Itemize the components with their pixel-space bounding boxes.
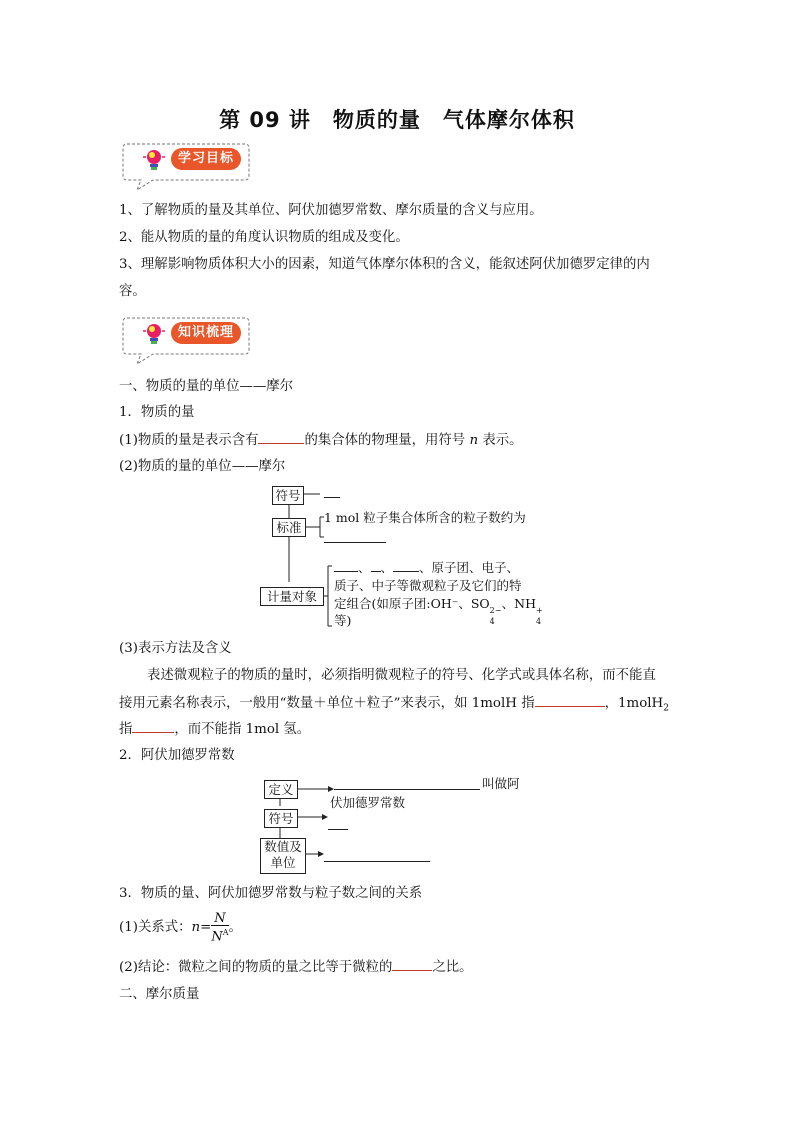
paragraph-line-2 <box>119 694 669 718</box>
fill-blank[interactable] <box>392 958 432 971</box>
text: 定组合(如原子团:OH⁻、SO <box>334 596 490 611</box>
objectives-badge <box>119 140 253 192</box>
text: ，1molH <box>604 696 664 711</box>
text: 。 <box>228 920 242 936</box>
box-symbol: 符号 <box>264 809 298 828</box>
blank-symbol[interactable] <box>324 485 340 498</box>
blank-value-unit[interactable] <box>324 849 430 862</box>
conclusion <box>119 958 473 977</box>
section-1-heading: 一、物质的量的单位——摩尔 <box>119 379 294 394</box>
text: 接用元素名称表示，一般用“数量＋单位＋粒子”来表示，如 1molH 指 <box>119 696 535 711</box>
box-symbol: 符号 <box>272 486 304 505</box>
denominator <box>211 926 228 943</box>
page-title: 第 09 讲 物质的量 气体摩尔体积 <box>219 108 575 132</box>
blank-standard[interactable] <box>324 530 386 543</box>
box-standard: 标准 <box>272 518 306 537</box>
objectives-badge-label: 学习目标 <box>171 148 241 170</box>
objects-line-3 <box>334 595 544 626</box>
avogadro-diagram <box>260 774 540 874</box>
definition-line-2: 伏加德罗常数 <box>330 795 406 810</box>
text: 、 <box>358 560 371 575</box>
lightbulb-icon <box>143 322 165 348</box>
sentence-1 <box>119 431 523 450</box>
objective-3: 3、理解影响物质体积大小的因素，知道气体摩尔体积的含义，能叙述阿伏加德罗定律的内 <box>119 257 650 272</box>
superscript: A <box>222 928 229 937</box>
paragraph-line-1: 表述微观粒子的物质的量时，必须指明微观粒子的符号、化学式或具体名称，而不能直 <box>147 668 656 683</box>
text: (1)物质的量是表示含有 <box>119 433 259 448</box>
definition-tail: 叫做阿 <box>482 776 520 791</box>
knowledge-badge <box>119 314 253 366</box>
lightbulb-icon <box>143 148 165 174</box>
standard-text: 1 mol 粒子集合体所含的粒子数约为 <box>324 510 526 525</box>
text: 、 <box>380 560 394 575</box>
sentence-2: (2)物质的量的单位——摩尔 <box>119 459 286 474</box>
fill-blank[interactable] <box>535 694 605 707</box>
blank-definition[interactable] <box>334 777 480 790</box>
fill-blank[interactable] <box>132 720 174 733</box>
relation-formula <box>119 912 242 944</box>
subscript: 4 <box>489 617 495 626</box>
text: = <box>200 920 212 936</box>
text: 单位 <box>270 855 296 870</box>
mole-unit-diagram <box>258 482 548 630</box>
blank-particle-2[interactable] <box>371 559 381 572</box>
objective-2: 2、能从物质的量的角度认识物质的组成及变化。 <box>119 230 409 245</box>
objects-line-4: 等) <box>334 613 352 628</box>
objective-1: 1、了解物质的量及其单位、阿伏加德罗常数、摩尔质量的含义与应用。 <box>119 203 543 218</box>
paragraph-line-3 <box>119 720 310 739</box>
blank-particle-3[interactable] <box>393 559 419 572</box>
text: 指 <box>119 722 133 737</box>
sentence-3: (3)表示方法及含义 <box>119 641 232 656</box>
superscript: + <box>536 606 543 615</box>
text: (2)结论：微粒之间的物质的量之比等于微粒的 <box>119 960 393 975</box>
symbol-n: n <box>469 433 479 448</box>
text: (1)关系式： <box>119 920 192 936</box>
subscript: 4 <box>536 617 542 626</box>
box-value-unit <box>260 838 306 874</box>
text: N <box>211 929 223 945</box>
superscript: 2− <box>489 606 502 615</box>
box-definition: 定义 <box>264 780 298 799</box>
text: 表示。 <box>482 433 523 448</box>
numerator: N <box>211 912 228 926</box>
objects-line-1 <box>334 559 519 576</box>
text: 、原子团、电子、 <box>419 560 520 575</box>
symbol-n: n <box>191 920 201 936</box>
subsection-1-title: 1．物质的量 <box>119 405 195 420</box>
text: 数值及 <box>264 839 302 854</box>
subsection-2-title: 2．阿伏加德罗常数 <box>119 748 235 763</box>
text: 、NH <box>501 596 536 611</box>
subsection-3-title: 3．物质的量、阿伏加德罗常数与粒子数之间的关系 <box>119 886 423 901</box>
objective-3-cont: 容。 <box>119 284 146 299</box>
fill-blank[interactable] <box>258 431 304 444</box>
blank-symbol[interactable] <box>328 817 348 830</box>
knowledge-badge-label: 知识梳理 <box>171 322 241 344</box>
text: ，而不能指 1mol 氢。 <box>174 722 311 737</box>
box-count-objects: 计量对象 <box>260 587 324 606</box>
blank-particle-1[interactable] <box>334 559 358 572</box>
fraction <box>211 912 228 943</box>
objects-line-2: 质子、中子等微观粒子及它们的特 <box>334 578 522 593</box>
section-2-heading: 二、摩尔质量 <box>119 987 200 1002</box>
subscript: 2 <box>663 703 669 714</box>
text: 的集合体的物理量，用符号 <box>304 433 466 448</box>
text: 之比。 <box>432 960 473 975</box>
